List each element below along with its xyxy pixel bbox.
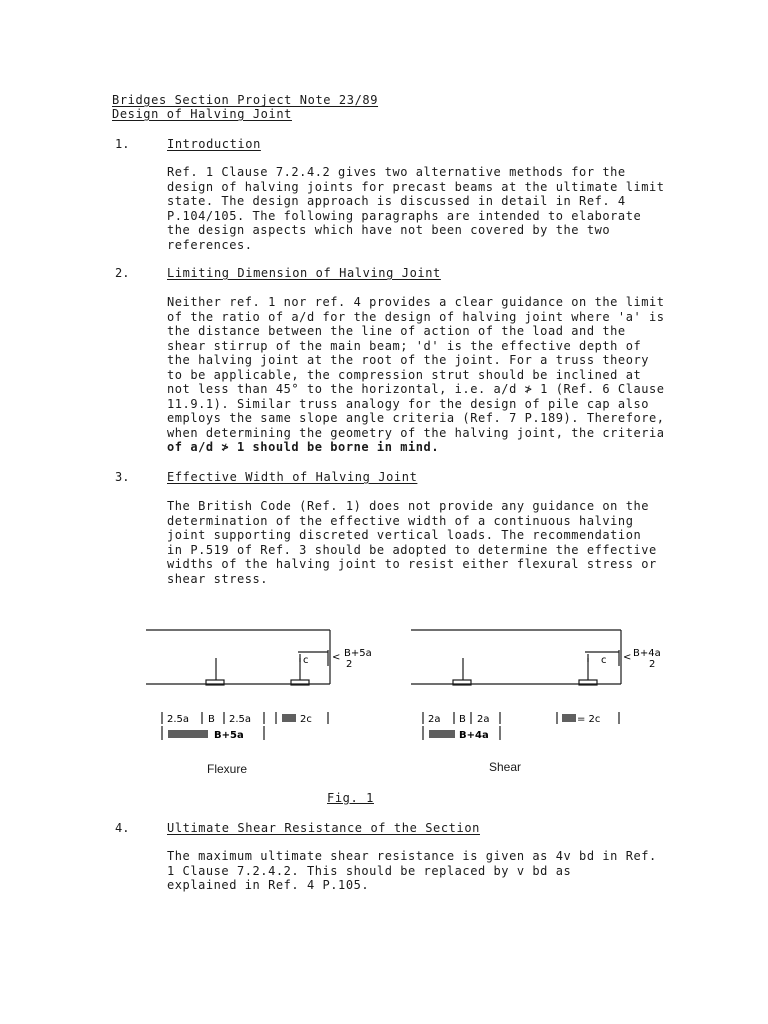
section-1-title: Introduction [167, 137, 261, 151]
flexure-dim-2: B [208, 714, 215, 725]
project-note-title: Bridges Section Project Note 23/89 [112, 93, 379, 107]
section-4-line: 1 Clause 7.2.4.2. This should be replaced by v bd as [167, 863, 572, 878]
shear-diagram [405, 620, 675, 750]
section-2-line: to be applicable, the compression strut should be inclined at [167, 367, 642, 382]
section-3-line: joint supporting discreted vertical loads. The recommendation [167, 528, 642, 542]
section-4-line: The maximum ultimate shear resistance is given as 4v bd in Ref. [167, 849, 657, 863]
section-2-line: employs the same slope angle criteria (Ref. 7 P.189). Therefore, [167, 411, 665, 425]
section-1-body [167, 165, 667, 252]
section-4-line: explained in Ref. 4 P.105. [167, 878, 370, 892]
shear-width-numerator: B+4a [633, 648, 661, 659]
section-2-line: the distance between the line of action of the load and the [167, 324, 626, 338]
section-3-body [167, 499, 667, 586]
section-3-line: determination of the effective width of a continuous halving [167, 513, 634, 528]
section-2-line: the halving joint at the root of the joint. For a truss theory [167, 353, 650, 367]
shear-c-label: c [601, 655, 607, 666]
section-4-body [167, 849, 667, 893]
flexure-width-numerator: B+5a [344, 648, 372, 659]
flexure-diagram [140, 620, 372, 750]
section-2-number: 2. [115, 266, 130, 280]
section-2-line: of the ratio of a/d for the design of halving joint where 'a' is [167, 309, 665, 324]
flexure-c-label: c [303, 655, 309, 666]
section-3-line: widths of the halving joint to resist either flexural stress or [167, 557, 657, 571]
shear-dim-1: 2a [428, 714, 441, 725]
flexure-label: Flexure [207, 762, 248, 776]
section-1-line: the design aspects which have not been covered by the two [167, 223, 611, 237]
flexure-arrow: < [332, 652, 341, 663]
flexure-dim-4: 2c [300, 714, 312, 725]
shear-width-denominator: 2 [649, 659, 656, 670]
section-1-line: design of halving joints for precast beams at the ultimate limit [167, 179, 665, 194]
section-3-line: The British Code (Ref. 1) does not provide any guidance on the [167, 499, 650, 513]
flexure-width-denominator: 2 [346, 659, 353, 670]
scribble-mark [429, 730, 455, 738]
section-1-line: references. [167, 237, 253, 252]
section-2-title: Limiting Dimension of Halving Joint [167, 266, 441, 280]
flexure-dim-3: 2.5a [229, 714, 252, 725]
section-1-line: P.104/105. The following paragraphs are intended to elaborate [167, 208, 642, 223]
scribble-mark [168, 730, 208, 738]
flexure-dim-1: 2.5a [167, 714, 190, 725]
shear-arrow: < [623, 652, 632, 663]
section-2-line: when determining the geometry of the halving joint, the criteria [167, 425, 665, 440]
scribble-mark [562, 714, 576, 722]
section-3-number: 3. [115, 470, 130, 484]
shear-dim-2: B [459, 714, 466, 725]
document-subtitle: Design of Halving Joint [112, 107, 292, 121]
section-4-title: Ultimate Shear Resistance of the Section [167, 821, 480, 835]
section-1-line: state. The design approach is discussed in detail in Ref. 4 [167, 194, 626, 208]
scribble-mark [282, 714, 296, 722]
section-2-line: of a/d ≯ 1 should be borne in mind. [167, 440, 440, 454]
section-2-line: shear stirrup of the main beam; 'd' is the effective depth of [167, 338, 642, 353]
section-3-title: Effective Width of Halving Joint [167, 470, 418, 484]
section-2-line: Neither ref. 1 nor ref. 4 provides a clear guidance on the limit [167, 295, 665, 309]
section-1-line: Ref. 1 Clause 7.2.4.2 gives two alternative methods for the [167, 165, 626, 179]
shear-dim-3: 2a [477, 714, 490, 725]
section-3-line: in P.519 of Ref. 3 should be adopted to determine the effective [167, 542, 657, 557]
section-1-number: 1. [115, 137, 130, 151]
section-2-line: 11.9.1). Similar truss analogy for the design of pile cap also [167, 396, 650, 411]
figure-caption: Fig. 1 [327, 791, 374, 805]
shear-dim-4: = 2c [577, 714, 601, 725]
flexure-dim-total: B+5a [214, 730, 244, 741]
shear-label: Shear [489, 760, 522, 774]
section-4-number: 4. [115, 821, 130, 835]
section-3-line: shear stress. [167, 571, 269, 586]
section-2-body [167, 295, 667, 455]
section-2-line: not less than 45° to the horizontal, i.e. a/d ≯ 1 (Ref. 6 Clause [167, 382, 665, 396]
shear-dim-total: B+4a [459, 730, 489, 741]
